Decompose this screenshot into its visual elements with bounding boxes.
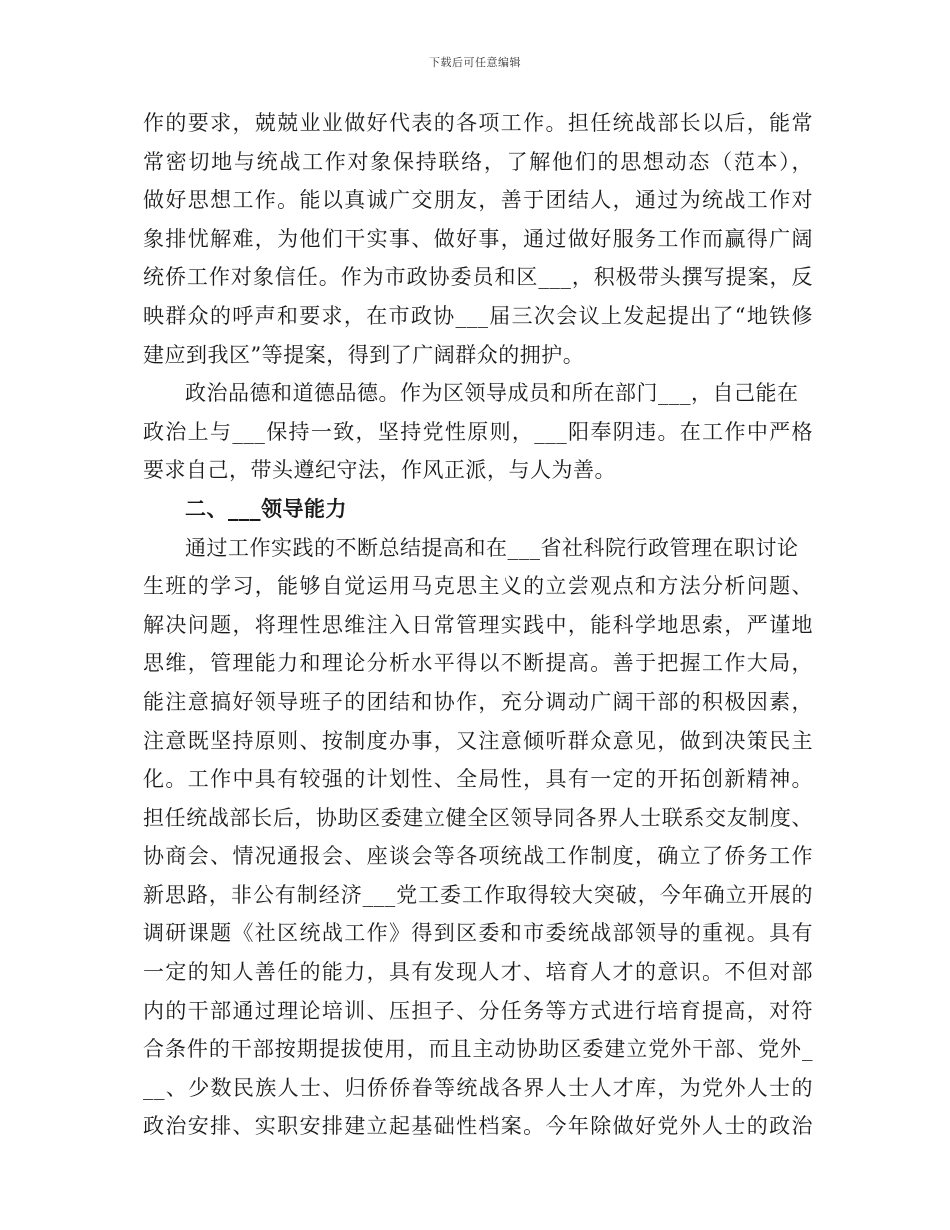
text-line: 政治上与___保持一致，坚持党性原则，___阳奉阴违。在工作中严格 (143, 419, 813, 444)
text-line: 统侨工作对象信任。作为市政协委员和区___，积极带头撰写提案，反 (143, 265, 813, 290)
text-line: 内的干部通过理论培训、压担子、分任务等方式进行培育提高，对符 (143, 998, 813, 1023)
text-line: 政治安排、实职安排建立起基础性档案。今年除做好党外人士的政治 (143, 1114, 813, 1139)
text-line: __、少数民族人士、归侨侨眷等统战各界人士人才库，为党外人士的 (143, 1075, 813, 1100)
text-line: 常密切地与统战工作对象保持联络，了解他们的思想动态（范本）， (143, 149, 813, 174)
text-line: 新思路，非公有制经济___党工委工作取得较大突破，今年确立开展的 (143, 882, 813, 907)
text-line: 调研课题《社区统战工作》得到区委和市委统战部领导的重视。具有 (143, 921, 813, 946)
text-line: 能注意搞好领导班子的团结和协作，充分调动广阔干部的积极因素， (143, 689, 813, 714)
text-line: 作的要求，兢兢业业做好代表的各项工作。担任统战部长以后，能常 (143, 111, 813, 135)
section-heading: 二、___领导能力 (185, 496, 347, 521)
text-line: 生班的学习，能够自觉运用马克思主义的立尝观点和方法分析问题、 (143, 574, 813, 599)
text-line: 一定的知人善任的能力，具有发现人才、培育人才的意识。不但对部 (143, 960, 813, 985)
text-line: 合条件的干部按期提拔使用，而且主动协助区委建立党外干部、党外_ (143, 1037, 813, 1062)
text-line: 建应到我区”等提案，得到了广阔群众的拥护。 (143, 342, 585, 367)
text-line: 要求自己，带头遵纪守法，作风正派，与人为善。 (143, 458, 616, 483)
text-line: 协商会、情况通报会、座谈会等各项统战工作制度，确立了侨务工作 (143, 844, 813, 869)
text-line: 化。工作中具有较强的计划性、全局性，具有一定的开拓创新精神。 (143, 767, 813, 792)
text-line: 映群众的呼声和要求，在市政协___届三次会议上发起提出了“地铁修 (143, 303, 813, 328)
page-header-note: 下载后可任意编辑 (429, 56, 521, 69)
text-line: 做好思想工作。能以真诚广交朋友，善于团结人，通过为统战工作对 (143, 188, 813, 213)
text-line: 解决问题，将理性思维注入日常管理实践中，能科学地思索，严谨地 (143, 612, 813, 637)
text-line: 担任统战部长后，协助区委建立健全区领导同各界人士联系交友制度、 (143, 805, 813, 830)
text-line: 政治品德和道德品德。作为区领导成员和所在部门___，自己能在 (185, 381, 799, 406)
document-body (143, 104, 813, 1146)
text-line: 注意既坚持原则、按制度办事，又注意倾听群众意见，做到决策民主 (143, 728, 813, 753)
text-line: 思维，管理能力和理论分析水平得以不断提高。善于把握工作大局， (143, 651, 813, 676)
text-line: 象排忧解难，为他们干实事、做好事，通过做好服务工作而赢得广阔 (143, 226, 813, 251)
text-line: 通过工作实践的不断总结提高和在___省社科院行政管理在职讨论 (185, 535, 799, 560)
